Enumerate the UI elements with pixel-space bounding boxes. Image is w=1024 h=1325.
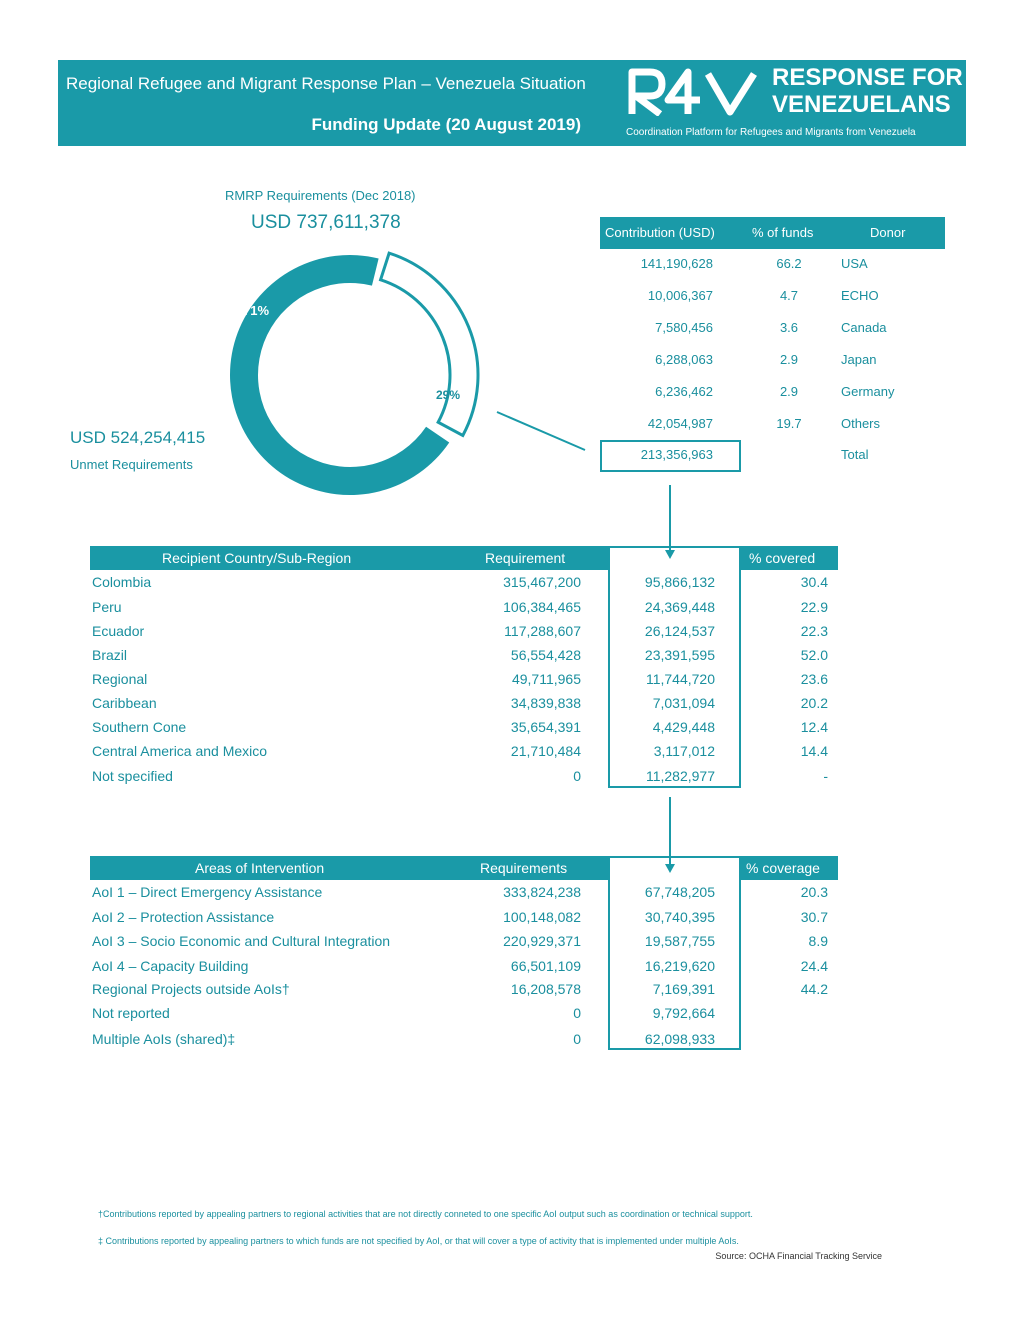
donor-row — [600, 345, 945, 377]
country-coverage: 22.9 — [800, 599, 828, 615]
country-requirement: 34,839,838 — [510, 695, 581, 711]
donor-row — [600, 313, 945, 345]
area-requirement: 220,929,371 — [503, 933, 581, 949]
table-row — [90, 620, 840, 644]
country-name: Caribbean — [92, 695, 157, 711]
country-header-covered: % covered — [749, 550, 816, 566]
country-coverage: 30.4 — [800, 574, 828, 590]
unmet-requirements-label: Unmet Requirements — [70, 457, 193, 472]
donor-row — [600, 377, 945, 409]
logo-tagline: Coordination Platform for Refugees and Migrants from Venezuela — [626, 127, 916, 138]
logo-text-line1: RESPONSE FOR — [772, 64, 963, 91]
r4v-logo-icon — [626, 68, 758, 116]
area-name: AoI 3 – Socio Economic and Cultural Integration — [92, 933, 391, 949]
areas-header-coverage: % coverage — [746, 860, 820, 876]
table-row — [90, 571, 840, 595]
donor-header-donor: Donor — [870, 225, 906, 240]
country-coverage: 22.3 — [800, 623, 828, 639]
area-requirement: 333,824,238 — [503, 884, 581, 900]
country-name: Brazil — [92, 647, 128, 663]
country-header-name: Recipient Country/Sub-Region — [162, 550, 352, 566]
table-row — [90, 955, 840, 979]
donor-name: Japan — [841, 352, 877, 367]
area-requirement: 100,148,082 — [503, 909, 581, 925]
donor-amount: 7,580,456 — [655, 320, 713, 335]
unmet-requirements-value: USD 524,254,415 — [70, 428, 206, 447]
donor-pct: 2.9 — [779, 352, 799, 367]
country-funding: 23,391,595 — [644, 647, 715, 663]
table-row — [90, 978, 840, 1002]
country-coverage: 12.4 — [800, 719, 828, 735]
country-requirement: 315,467,200 — [503, 574, 581, 590]
country-name: Colombia — [92, 574, 152, 590]
donor-pct: 66.2 — [776, 256, 802, 271]
donor-total-label: Total — [841, 447, 869, 462]
donor-amount: 141,190,628 — [640, 256, 713, 271]
area-name: AoI 2 – Protection Assistance — [92, 909, 275, 925]
country-table-header-coverage — [741, 546, 838, 570]
areas-table-header-coverage — [741, 856, 838, 880]
country-funding: 7,031,094 — [652, 695, 715, 711]
country-coverage: - — [823, 768, 828, 784]
area-name: Multiple AoIs (shared)‡ — [92, 1031, 236, 1047]
area-name: Regional Projects outside AoIs† — [92, 981, 290, 997]
donor-row — [600, 281, 945, 313]
area-requirement: 0 — [573, 1005, 581, 1021]
country-requirement: 35,654,391 — [510, 719, 581, 735]
country-requirement: 117,288,607 — [504, 623, 581, 639]
area-funding: 62,098,933 — [644, 1031, 715, 1047]
areas-header-requirements: Requirements — [480, 860, 568, 876]
footnote-double-dagger: ‡ Contributions reported by appealing partners to which funds are not specified by AoI, or that will cover a type of activity that is implemented under multiple AoIs. — [98, 1236, 739, 1246]
country-funding: 95,866,132 — [644, 574, 715, 590]
country-header-requirement: Requirement — [485, 550, 566, 566]
donor-pct: 3.6 — [779, 320, 799, 335]
country-funding: 11,744,720 — [645, 671, 715, 687]
area-funding: 30,740,395 — [644, 909, 715, 925]
area-funding: 16,219,620 — [644, 958, 715, 974]
country-coverage: 23.6 — [800, 671, 828, 687]
area-coverage: 20.3 — [800, 884, 828, 900]
country-requirement: 0 — [573, 768, 581, 784]
header-banner — [58, 60, 966, 146]
requirements-label: RMRP Requirements (Dec 2018) — [225, 188, 416, 203]
table-row — [90, 1002, 840, 1026]
area-funding: 67,748,205 — [644, 884, 715, 900]
area-funding: 7,169,391 — [652, 981, 715, 997]
table-row — [90, 596, 840, 620]
country-name: Central America and Mexico — [92, 743, 268, 759]
country-coverage: 20.2 — [800, 695, 828, 711]
table-row — [90, 716, 840, 740]
country-funding: 4,429,448 — [652, 719, 715, 735]
table-row — [90, 906, 840, 930]
table-row — [90, 692, 840, 716]
donor-name: Others — [841, 416, 881, 431]
area-name: AoI 1 – Direct Emergency Assistance — [92, 884, 323, 900]
donor-amount: 6,288,063 — [655, 352, 713, 367]
area-coverage: 8.9 — [808, 933, 828, 949]
area-funding: 9,792,664 — [652, 1005, 715, 1021]
donut-to-total-line — [497, 412, 585, 450]
country-requirement: 49,711,965 — [511, 671, 581, 687]
footnote-dagger: †Contributions reported by appealing partners to regional activities that are not directly conneted to one specific AoI output such as coordination or technical support. — [98, 1209, 753, 1219]
donor-row — [600, 409, 945, 441]
logo-text-line2: VENEZUELANS — [772, 91, 951, 118]
donor-header-contribution: Contribution (USD) — [605, 225, 715, 240]
area-funding: 19,587,755 — [644, 933, 715, 949]
area-requirement: 16,208,578 — [510, 981, 581, 997]
country-name: Southern Cone — [92, 719, 187, 735]
donut-label-unmet: 71% — [243, 303, 270, 318]
table-row — [90, 1028, 840, 1052]
donor-header-pct: % of funds — [752, 225, 814, 240]
table-row — [90, 668, 840, 692]
donor-pct: 2.9 — [779, 384, 799, 399]
donor-amount: 10,006,367 — [647, 288, 713, 303]
table-row — [90, 644, 840, 668]
area-name: AoI 4 – Capacity Building — [92, 958, 249, 974]
country-name: Not specified — [92, 768, 173, 784]
funding-donut-chart — [210, 245, 490, 505]
country-funding: 24,369,448 — [644, 599, 715, 615]
area-name: Not reported — [92, 1005, 170, 1021]
country-requirement: 106,384,465 — [503, 599, 581, 615]
donor-pct: 19.7 — [776, 416, 802, 431]
country-requirement: 56,554,428 — [510, 647, 581, 663]
page-subtitle: Funding Update (20 August 2019) — [311, 115, 581, 134]
requirements-value: USD 737,611,378 — [251, 212, 401, 233]
donor-name: USA — [841, 256, 868, 271]
area-coverage: 24.4 — [800, 958, 828, 974]
country-funding: 26,124,537 — [644, 623, 715, 639]
table-row — [90, 881, 840, 905]
country-requirement: 21,710,484 — [510, 743, 581, 759]
table-row — [90, 740, 840, 764]
country-coverage: 52.0 — [800, 647, 828, 663]
country-funding: 3,117,012 — [653, 743, 715, 759]
area-coverage: 44.2 — [800, 981, 828, 997]
country-table-header — [90, 546, 608, 570]
donut-slice-funded — [381, 253, 478, 435]
country-name: Peru — [92, 599, 122, 615]
donor-table-header — [600, 217, 945, 249]
table-row — [90, 765, 840, 789]
area-requirement: 0 — [573, 1031, 581, 1047]
country-name: Regional — [92, 671, 148, 687]
donor-amount: 42,054,987 — [647, 416, 713, 431]
donor-total-row — [600, 440, 945, 472]
donor-name: Germany — [841, 384, 895, 399]
table-row — [90, 930, 840, 954]
donor-name: Canada — [841, 320, 887, 335]
donut-label-funded: 29% — [436, 388, 461, 402]
country-funding: 11,282,977 — [645, 768, 715, 784]
page-title: Regional Refugee and Migrant Response Plan – Venezuela Situation — [66, 74, 586, 93]
donor-row — [600, 249, 945, 281]
country-name: Ecuador — [92, 623, 145, 639]
donor-name: ECHO — [841, 288, 879, 303]
areas-table-header — [90, 856, 608, 880]
donor-pct: 4.7 — [779, 288, 799, 303]
country-coverage: 14.4 — [800, 743, 828, 759]
source-note: Source: OCHA Financial Tracking Service — [715, 1251, 882, 1261]
donor-amount: 6,236,462 — [655, 384, 713, 399]
areas-header-name: Areas of Intervention — [195, 860, 325, 876]
donor-total-amount: 213,356,963 — [640, 447, 713, 462]
area-coverage: 30.7 — [800, 909, 828, 925]
area-requirement: 66,501,109 — [510, 958, 581, 974]
